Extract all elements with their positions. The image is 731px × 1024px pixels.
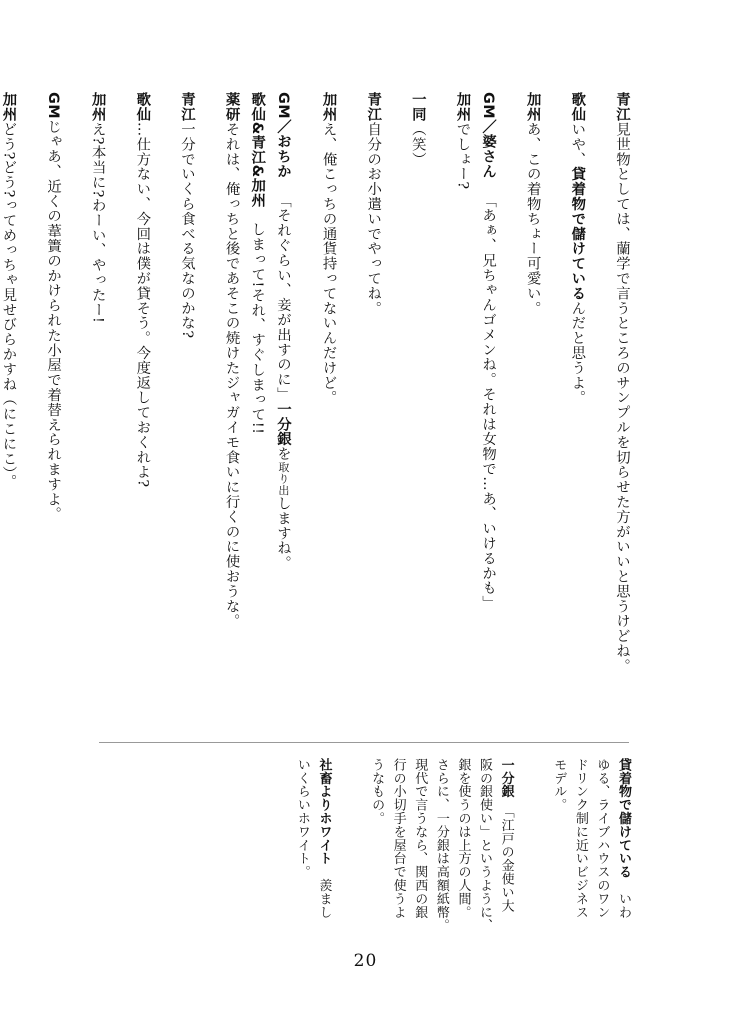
footnote-text: さらに、一分銀は高額紙幣。 — [433, 758, 449, 933]
speaker-name: GM／おちか — [274, 92, 291, 179]
script-line — [500, 92, 545, 732]
script-line — [244, 92, 270, 732]
script-line — [296, 92, 341, 732]
dialogue-text: え?本当に?わーい、やったー! — [89, 121, 106, 324]
dialogue-text: しまって!それ、すぐしまって!! — [249, 221, 266, 435]
dialogue-text: あ、この着物ちょー可愛い。 — [524, 121, 541, 316]
speaker-name: GM／婆さん — [480, 92, 497, 179]
footnote-text: いわ — [616, 878, 631, 919]
speaker-name: 歌仙&青江&加州 — [249, 92, 266, 208]
dialogue-text: え、俺こっちの通貨持ってないんだけど。 — [320, 121, 337, 405]
script-line — [474, 92, 500, 732]
footnote-text: 行の小切手を屋台で使うよ — [390, 758, 406, 919]
dialogue-text: しますね。 — [274, 495, 291, 571]
footnotes — [104, 758, 634, 938]
dialogue-text: 「あぁ、兄ちゃんゴメンね。それは女物で…あ、いけるかも」 — [480, 193, 497, 611]
script-line — [341, 92, 386, 732]
speaker-name: 一同 — [409, 92, 426, 122]
dialogue-text: 取り出 — [276, 461, 290, 496]
footnote-text: ゆる、ライブハウスのワン — [594, 758, 610, 919]
dialogue-text: 「それぐらい、妾が出すのに」 — [274, 193, 291, 402]
footnote-text: 「江戸の金使い大 — [498, 798, 514, 913]
script-line — [385, 92, 430, 732]
dialogue-text: でしょー? — [454, 121, 471, 190]
dialogue-text: 見世物としては、蘭学で言うところのサンプルを切らせた方がいいと思うけどね。 — [614, 121, 630, 674]
footnote-divider — [99, 742, 629, 743]
speaker-name: 薬研 — [223, 92, 240, 122]
footnote — [291, 758, 334, 938]
script-line — [269, 92, 296, 732]
speaker-name: 加州 — [89, 92, 106, 122]
footnote-text: モデル。 — [551, 758, 567, 812]
footnote-text: 阪の銀使い」というように、 — [477, 758, 493, 933]
footnote-term: 貸着物で儲けている — [616, 758, 631, 879]
script-line — [65, 92, 110, 732]
footnote-text: 現代で言うなら、関西の銀 — [412, 758, 428, 919]
speaker-name: 加州 — [524, 92, 541, 122]
speaker-name: 加州 — [0, 92, 17, 122]
dialogue-text: 自分のお小遣いでやってね。 — [365, 121, 382, 316]
script-line — [154, 92, 199, 732]
dialogue-text: じゃあ、近くの葦簀のかけられた小屋で着替えられますよ。 — [45, 119, 62, 522]
script-line — [430, 92, 475, 732]
script-line — [110, 92, 155, 732]
speaker-name: GM — [45, 92, 62, 120]
footnote-text: うなもの。 — [369, 758, 385, 825]
dialogue-text: 一分でいくら食べる気なのかな? — [178, 121, 195, 339]
speaker-name: 歌仙 — [134, 92, 151, 122]
dialogue-text: んだと思うよ。 — [569, 300, 586, 405]
emphasized-term: 一分銀 — [274, 401, 291, 447]
speaker-name: 青江 — [614, 92, 630, 122]
script-line — [20, 92, 65, 732]
speaker-name: 加州 — [454, 92, 471, 122]
footnote — [548, 758, 634, 938]
script-body — [0, 92, 634, 732]
dialogue-text: …仕方ない、今回は僕が貸そう。今度返しておくれよ? — [134, 121, 151, 488]
dialogue-text: いや、 — [569, 121, 586, 167]
speaker-name: 青江 — [178, 92, 195, 122]
footnote-text: 銀を使うのは上方の人間。 — [455, 758, 471, 919]
speaker-name: 青江 — [365, 92, 382, 122]
speaker-name: 歌仙 — [569, 92, 586, 122]
dialogue-text: （笑） — [409, 121, 426, 167]
footnote-text: 羨まし — [316, 865, 332, 919]
footnote-text: いくらいホワイト。 — [294, 758, 310, 879]
emphasized-term: 貸着物で儲けている — [569, 166, 586, 301]
dialogue-text: それは、俺っちと後であそこの焼けたジャガイモ食いに行くのに使おうな。 — [223, 121, 240, 629]
page-number: 20 — [353, 951, 378, 971]
script-line — [589, 92, 634, 732]
script-line — [199, 92, 244, 732]
script-line — [0, 92, 20, 732]
dialogue-text: どう?どう?ってめっちゃ見せびらかすね（にこにこ）。 — [0, 121, 17, 489]
script-line — [545, 92, 590, 732]
footnote — [365, 758, 516, 938]
speaker-name: 加州 — [320, 92, 337, 122]
dialogue-text: を — [274, 446, 291, 462]
footnote-term: 社畜よりホワイト — [316, 758, 332, 866]
footnote-text: ドリンク制に近いビジネス — [572, 758, 588, 919]
footnote-term: 一分銀 — [498, 758, 514, 799]
